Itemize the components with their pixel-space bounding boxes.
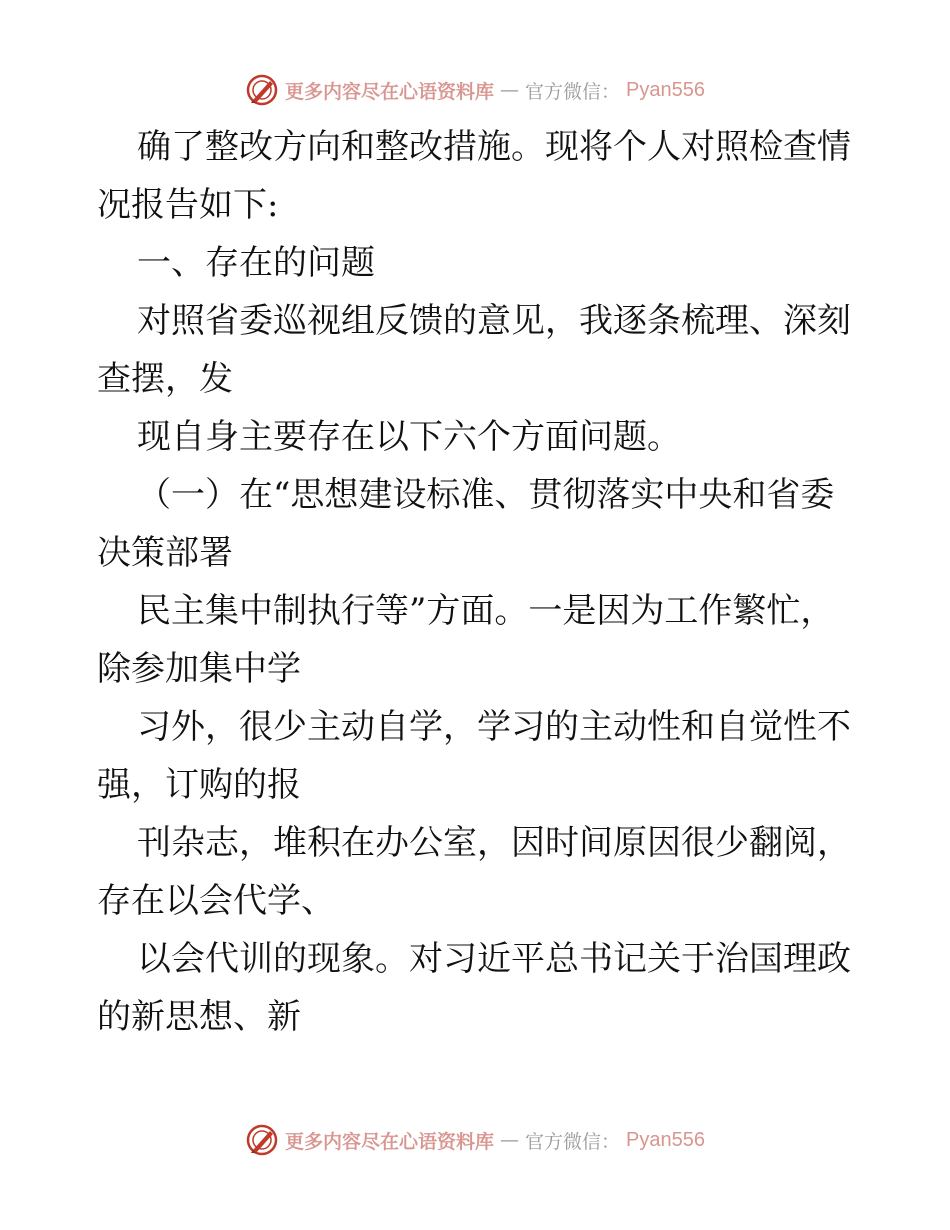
banner-wechat-label: 官方微信： [525, 1130, 621, 1153]
banner-main-text: 更多内容尽在心语资料库 [285, 1130, 495, 1153]
body-text [97, 118, 857, 1046]
banner-wechat-id: Pyan556 [626, 78, 705, 101]
pen-logo-icon [245, 73, 279, 107]
text-line: 存在以会代学、 [97, 881, 335, 921]
text-line: 查摆，发 [97, 359, 233, 399]
text-line: 以会代训的现象。对习近平总书记关于治国理政 [137, 939, 851, 979]
text-line: 强，订购的报 [97, 765, 301, 805]
banner-wechat-id: Pyan556 [626, 1128, 705, 1151]
banner-wechat-label: 官方微信： [525, 80, 621, 103]
text-line: 确了整改方向和整改措施。现将个人对照检查情 [137, 127, 851, 167]
text-line: 现自身主要存在以下六个方面问题。 [137, 417, 681, 457]
text-line: （一）在“思想建设标准、贯彻落实中央和省委 [137, 475, 835, 515]
banner-separator: — [500, 79, 520, 101]
text-line: 习外，很少主动自学，学习的主动性和自觉性不 [137, 707, 851, 747]
text-line: 决策部署 [97, 533, 233, 573]
text-line: 刊杂志，堆积在办公室，因时间原因很少翻阅， [137, 823, 851, 863]
banner-main-text: 更多内容尽在心语资料库 [285, 80, 495, 103]
footer-banner [0, 1120, 950, 1160]
text-line: 对照省委巡视组反馈的意见，我逐条梳理、深刻 [137, 301, 851, 341]
section-heading: 一、存在的问题 [137, 243, 375, 283]
text-line: 除参加集中学 [97, 649, 301, 689]
header-banner [0, 70, 950, 110]
pen-logo-icon [245, 1123, 279, 1157]
text-line: 民主集中制执行等”方面。一是因为工作繁忙， [137, 591, 835, 631]
text-line: 况报告如下: [97, 185, 279, 225]
text-line: 的新思想、新 [97, 997, 301, 1037]
banner-separator: — [500, 1129, 520, 1151]
